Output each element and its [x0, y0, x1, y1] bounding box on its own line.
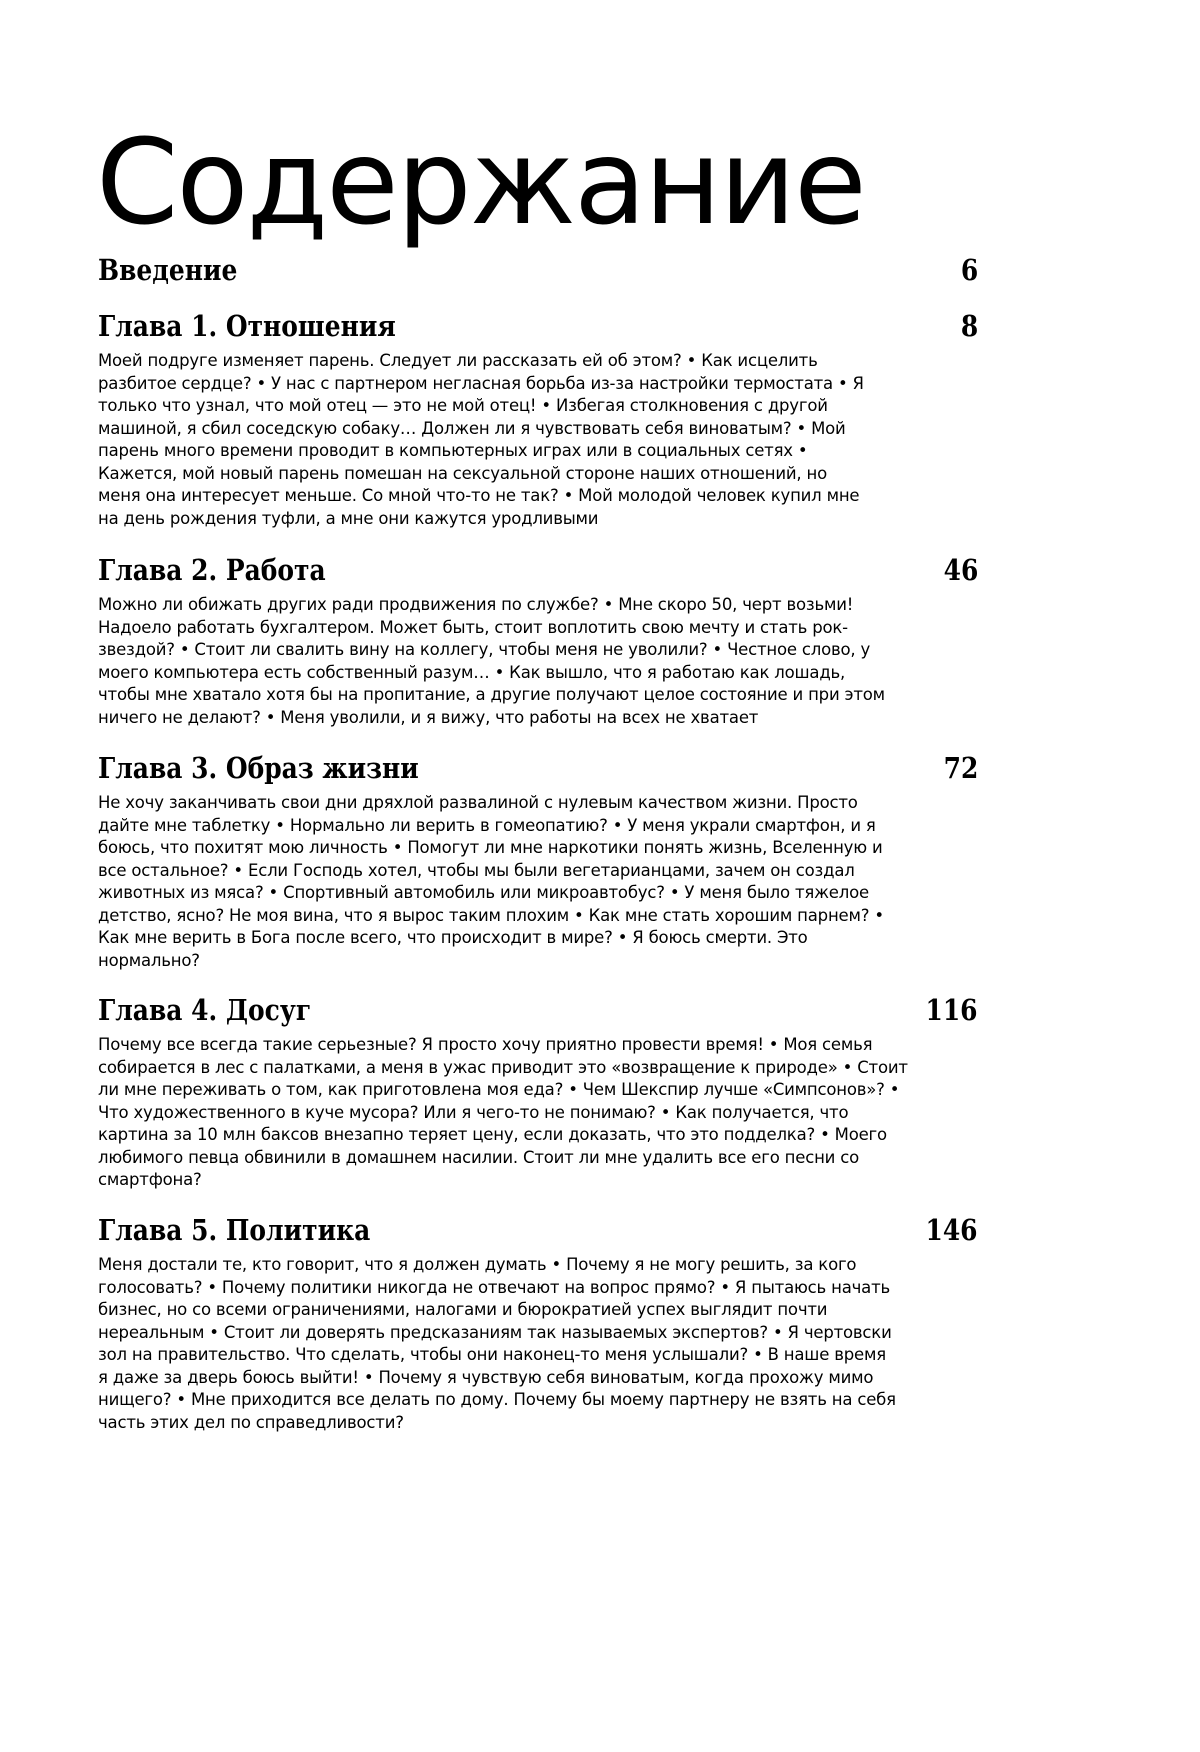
toc-page-number: 146: [925, 1213, 978, 1247]
toc-page-number: 116: [925, 993, 978, 1027]
toc-entry-header: [98, 990, 978, 1034]
toc-entry-header: [98, 250, 978, 294]
toc-entry-chapter-1[interactable]: [98, 306, 978, 530]
toc-entry-title: Глава 4. Досуг: [98, 993, 312, 1027]
toc-entry-description: Меня достали те, кто говорит, что я должен думать • Почему я не могу решить, за кого голосовать? • Почему политики никогда не отвечают на вопрос прямо? • Я пытаюсь начать бизнес, но со всеми ограничениями, налогами и бюрократией успех выглядит почти нереальным • Стоит ли доверять предсказаниям так называемых экспертов? • Я чертовски зол на правительство. Что сделать, чтобы они наконец-то меня услышали? • В наше время я даже за дверь боюсь выйти! • Почему я чувствую себя виноватым, когда прохожу мимо нищего? • Мне приходится все делать по дому. Почему бы моему партнеру не взять на себя часть этих дел по справедливости?: [98, 1255, 896, 1432]
toc-entry-description: Можно ли обижать других ради продвижения по службе? • Мне скоро 50, черт возьми! Надоело работать бухгалтером. Может быть, стоит воплотить свою мечту и стать рок-звездой? • Стоит ли свалить вину на коллегу, чтобы меня не уволили? • Честное слово, у моего компьютера есть собственный разум… • Как вышло, что я работаю как лошадь, чтобы мне хватало хотя бы на пропитание, а другие получают целое состояние и при этом ничего не делают? • Меня уволили, и я вижу, что работы на всех не хватает: [98, 595, 885, 727]
page-title: Содержание: [96, 113, 865, 251]
toc-entry-description: Почему все всегда такие серьезные? Я просто хочу приятно провести время! • Моя семья собирается в лес с палатками, а меня в ужас приводит это «возвращение к природе» • Стоит ли мне переживать о том, как приготовлена моя еда? • Чем Шекспир лучше «Симпсонов»? • Что художественного в куче мусора? Или я чего-то не понимаю? • Как получается, что картина за 10 млн баксов внезапно теряет цену, если доказать, что это подделка? • Моего любимого певца обвинили в домашнем насилии. Стоит ли мне удалить все его песни со смартфона?: [98, 1035, 908, 1189]
toc-entry-header: [98, 1210, 978, 1254]
toc-entry-intro[interactable]: [98, 250, 978, 294]
toc-entry-chapter-3[interactable]: [98, 748, 978, 972]
toc-entry-title: Глава 3. Образ жизни: [98, 751, 419, 785]
toc-entry-title: Глава 1. Отношения: [98, 309, 396, 343]
toc-entry-chapter-2[interactable]: [98, 550, 978, 729]
toc-page-number: 6: [960, 253, 978, 287]
toc-page-number: 46: [943, 553, 978, 587]
toc-entry-title: Глава 2. Работа: [98, 553, 326, 587]
toc-entry-header: [98, 550, 978, 594]
toc-page-number: 72: [943, 751, 978, 785]
toc-entry-header: [98, 748, 978, 792]
toc-entry-chapter-4[interactable]: [98, 990, 978, 1192]
toc-entry-description: Не хочу заканчивать свои дни дряхлой развалиной с нулевым качеством жизни. Просто дайте мне таблетку • Нормально ли верить в гомеопатию? • У меня украли смартфон, и я боюсь, что похитят мою личность • Помогут ли мне наркотики понять жизнь, Вселенную и все остальное? • Если Господь хотел, чтобы мы были вегетарианцами, зачем он создал животных из мяса? • Спортивный автомобиль или микроавтобус? • У меня было тяжелое детство, ясно? Не моя вина, что я вырос таким плохим • Как мне стать хорошим парнем? • Как мне верить в Бога после всего, что происходит в мире? • Я боюсь смерти. Это нормально?: [98, 793, 884, 970]
toc-page-number: 8: [960, 309, 978, 343]
toc-entry-chapter-5[interactable]: [98, 1210, 978, 1434]
toc-entry-header: [98, 306, 978, 350]
toc-entry-description: Моей подруге изменяет парень. Следует ли рассказать ей об этом? • Как исцелить разбитое сердце? • У нас с партнером негласная борьба из-за настройки термостата • Я только что узнал, что мой отец — это не мой отец! • Избегая столкновения с другой машиной, я сбил соседскую собаку… Должен ли я чувствовать себя виноватым? • Мой парень много времени проводит в компьютерных играх или в социальных сетях • Кажется, мой новый парень помешан на сексуальной стороне наших отношений, но меня она интересует меньше. Со мной что-то не так? • Мой молодой человек купил мне на день рождения туфли, а мне они кажутся уродливыми: [98, 351, 864, 528]
toc-entry-title: Введение: [98, 253, 238, 287]
toc-entry-title: Глава 5. Политика: [98, 1213, 371, 1247]
